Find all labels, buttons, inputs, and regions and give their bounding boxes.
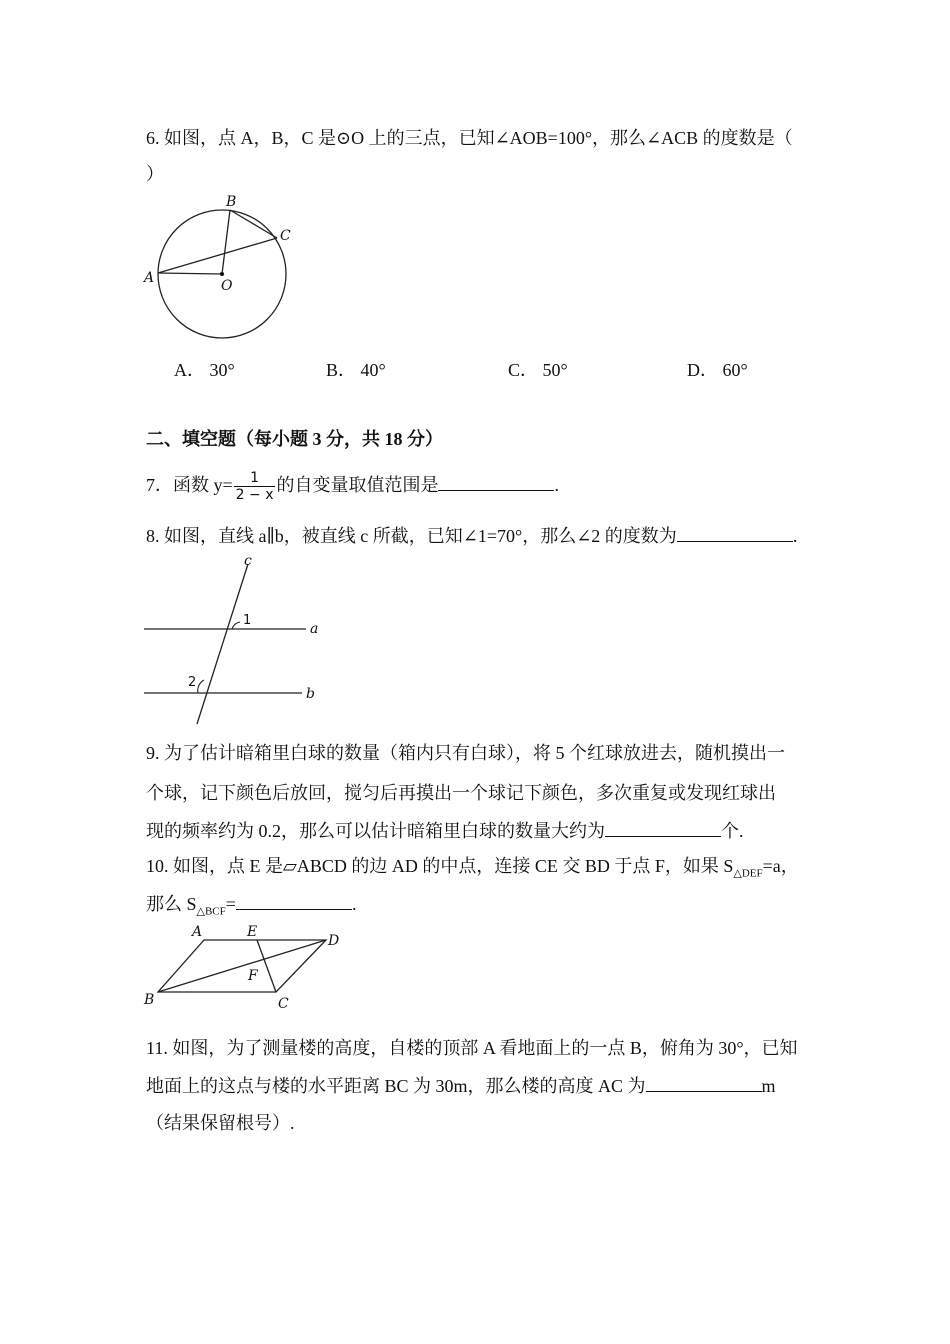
- label-a: A: [144, 270, 155, 286]
- segment-ob: [222, 210, 230, 274]
- q10-subscript-def: △DEF: [733, 867, 763, 880]
- q10-line2-prefix: 那么 S: [146, 894, 197, 914]
- q10-text-line1: [146, 854, 799, 886]
- q8-text: [146, 523, 797, 548]
- line-c: [197, 564, 248, 724]
- q10-parallelogram-figure: [140, 920, 350, 1020]
- q6-option-c[interactable]: C． 50°: [508, 360, 568, 380]
- q6-option-d[interactable]: D． 60°: [687, 360, 748, 380]
- q10-line2-end: .: [351, 894, 357, 914]
- q6-text-line2: ）: [146, 164, 164, 184]
- label-c: C: [280, 228, 291, 244]
- q11-line2-suffix: m: [761, 1076, 776, 1096]
- q9-text-line2: 个球，记下颜色后放回，搅匀后再摸出一个球记下颜色，多次重复或发现红球出: [146, 783, 776, 803]
- q11-text-line1: 11. 如图，为了测量楼的高度，自楼的顶部 A 看地面上的一点 B，俯角为 30°，已知: [146, 1038, 798, 1058]
- q10-line2-mid: =: [225, 894, 236, 914]
- q11-text-line3: （结果保留根号）.: [146, 1113, 295, 1133]
- q10-text-line2: [146, 891, 356, 924]
- q11-answer-blank[interactable]: [646, 1073, 762, 1092]
- label-c-line: c: [244, 553, 252, 569]
- q9-line3-suffix: 个.: [721, 821, 744, 841]
- q10-answer-blank[interactable]: [236, 891, 352, 910]
- q7-denominator: 2 − x: [235, 487, 274, 504]
- label-angle-1: 1: [243, 613, 252, 628]
- q6-circle-figure: [140, 190, 310, 350]
- q7-suffix: 的自变量取值范围是: [276, 475, 439, 495]
- label-f-point: F: [248, 968, 258, 984]
- label-d-vertex: D: [328, 933, 340, 949]
- segment-ce: [257, 940, 276, 992]
- q7-prefix: 7．函数 y=: [146, 475, 233, 495]
- q9-answer-blank[interactable]: [605, 818, 721, 837]
- segment-bc: [230, 210, 277, 238]
- q7-answer-blank[interactable]: [438, 472, 554, 491]
- label-b-vertex: B: [144, 992, 155, 1008]
- label-a-line: a: [310, 621, 319, 637]
- label-b-line: b: [306, 686, 315, 702]
- q9-line3-prefix: 现的频率约为 0.2，那么可以估计暗箱里白球的数量大约为: [146, 821, 605, 841]
- q7-fraction: [234, 470, 276, 503]
- q8-answer-blank[interactable]: [677, 523, 793, 542]
- segment-ao: [158, 273, 222, 274]
- q9-text-line3: [146, 818, 744, 843]
- label-c-vertex: C: [278, 996, 289, 1012]
- label-o: O: [221, 278, 233, 294]
- q7-numerator: 1: [234, 470, 276, 487]
- angle-1-arc: [232, 622, 240, 629]
- center-point-o: [220, 272, 224, 276]
- label-b: B: [226, 194, 237, 210]
- q11-line2-prefix: 地面上的这点与楼的水平距离 BC 为 30m，那么楼的高度 AC 为: [146, 1076, 646, 1096]
- q7-end: .: [554, 475, 559, 495]
- q10-line1-prefix: 10. 如图，点 E 是▱ABCD 的边 AD 的中点，连接 CE 交 BD 于点 F，如果 S: [146, 856, 734, 876]
- angle-2-arc: [198, 680, 204, 693]
- q8-end: .: [792, 526, 798, 546]
- q6-option-a[interactable]: A． 30°: [174, 360, 235, 380]
- section-heading: 二、填空题（每小题 3 分，共 18 分）: [146, 429, 443, 449]
- q6-text-line1: 6. 如图，点 A，B，C 是⊙O 上的三点，已知∠AOB=100°，那么∠ACB 的度数是（: [146, 128, 793, 148]
- label-a-vertex: A: [192, 924, 203, 940]
- q7-text: [146, 468, 559, 502]
- q10-line1-suffix: =a，: [762, 856, 799, 876]
- label-e-point: E: [247, 924, 258, 940]
- q11-text-line2: [146, 1073, 776, 1098]
- q8-question: 8. 如图，直线 a∥b，被直线 c 所截，已知∠1=70°，那么∠2 的度数为: [146, 526, 677, 546]
- q6-option-b[interactable]: B． 40°: [326, 360, 386, 380]
- q10-subscript-bcf: △BCF: [196, 905, 226, 918]
- q8-parallel-lines-figure: [140, 552, 330, 728]
- q9-text-line1: 9. 为了估计暗箱里白球的数量（箱内只有白球），将 5 个红球放进去，随机摸出一: [146, 743, 785, 763]
- segment-ac: [158, 238, 277, 273]
- label-angle-2: 2: [188, 675, 197, 690]
